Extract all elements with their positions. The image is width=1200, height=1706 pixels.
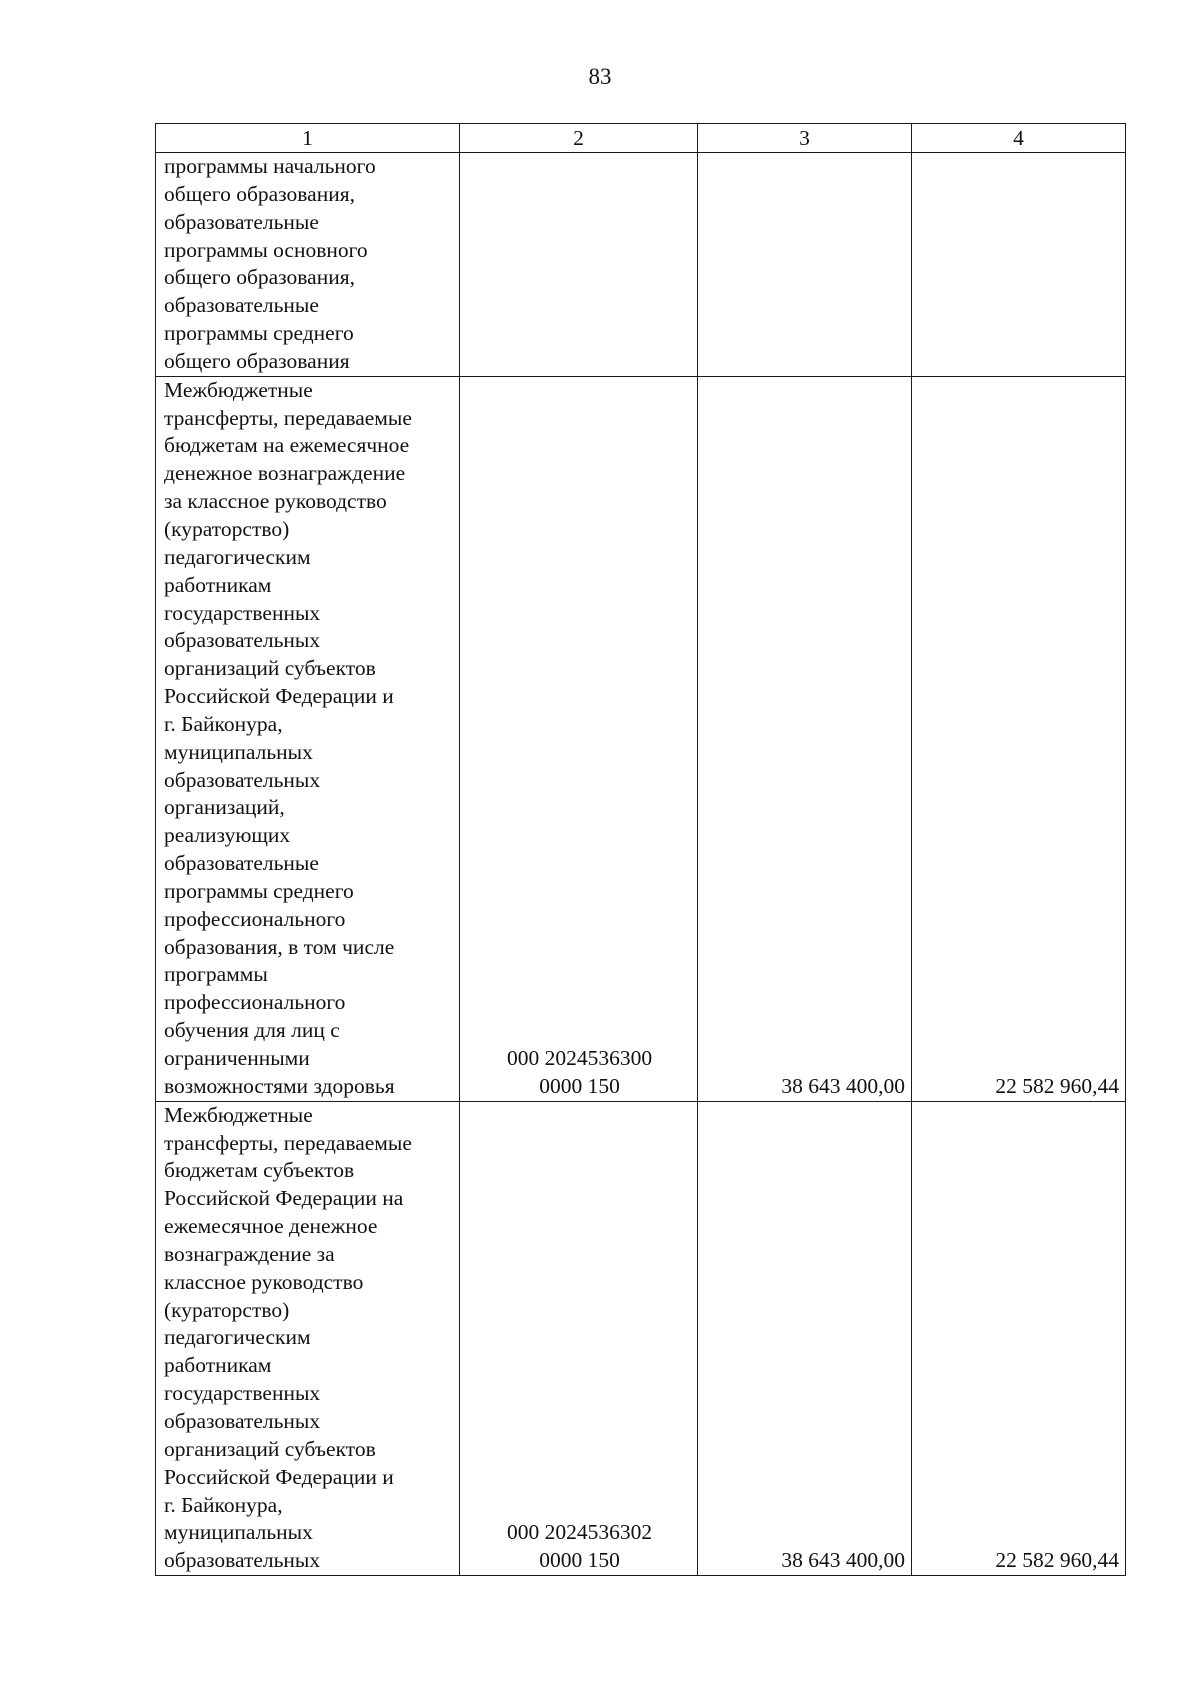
row-amount-col4: 22 582 960,44: [912, 1101, 1126, 1575]
page-number: 83: [588, 64, 612, 89]
row-code: [460, 153, 698, 377]
row-code: 000 2024536302 0000 150: [460, 1101, 698, 1575]
budget-table: [155, 123, 1126, 1576]
column-header-2: 2: [460, 124, 698, 153]
row-amount-col4: [912, 153, 1126, 377]
row-amount-col4: 22 582 960,44: [912, 376, 1126, 1101]
row-amount-col3: [698, 153, 912, 377]
column-header-3: 3: [698, 124, 912, 153]
row-description: программы начального общего образования, образовательные программы основного общего образования, образовательные программы среднего общего образования: [156, 153, 460, 377]
column-header-1: 1: [156, 124, 460, 153]
row-description: Межбюджетные трансферты, передаваемые бюджетам субъектов Российской Федерации на ежемесячное денежное вознаграждение за классное руководство (кураторство) педагогическим работникам государственных образовательных организаций субъектов Российской Федерации и г. Байконура, муниципальных образовательных: [156, 1101, 460, 1575]
column-header-4: 4: [912, 124, 1126, 153]
table-row: [156, 376, 1126, 1101]
row-amount-col3: 38 643 400,00: [698, 376, 912, 1101]
header-row: [156, 124, 1126, 153]
row-code: 000 2024536300 0000 150: [460, 376, 698, 1101]
row-description: Межбюджетные трансферты, передаваемые бюджетам на ежемесячное денежное вознаграждение за классное руководство (кураторство) педагогическим работникам государственных образовательных организаций субъектов Российской Федерации и г. Байконура, муниципальных образовательных организаций, реализующих образовательные программы среднего профессионального образования, в том числе программы профессионального обучения для лиц с ограниченными возможностями здоровья: [156, 376, 460, 1101]
row-amount-col3: 38 643 400,00: [698, 1101, 912, 1575]
table-row: [156, 153, 1126, 377]
table-row: [156, 1101, 1126, 1575]
